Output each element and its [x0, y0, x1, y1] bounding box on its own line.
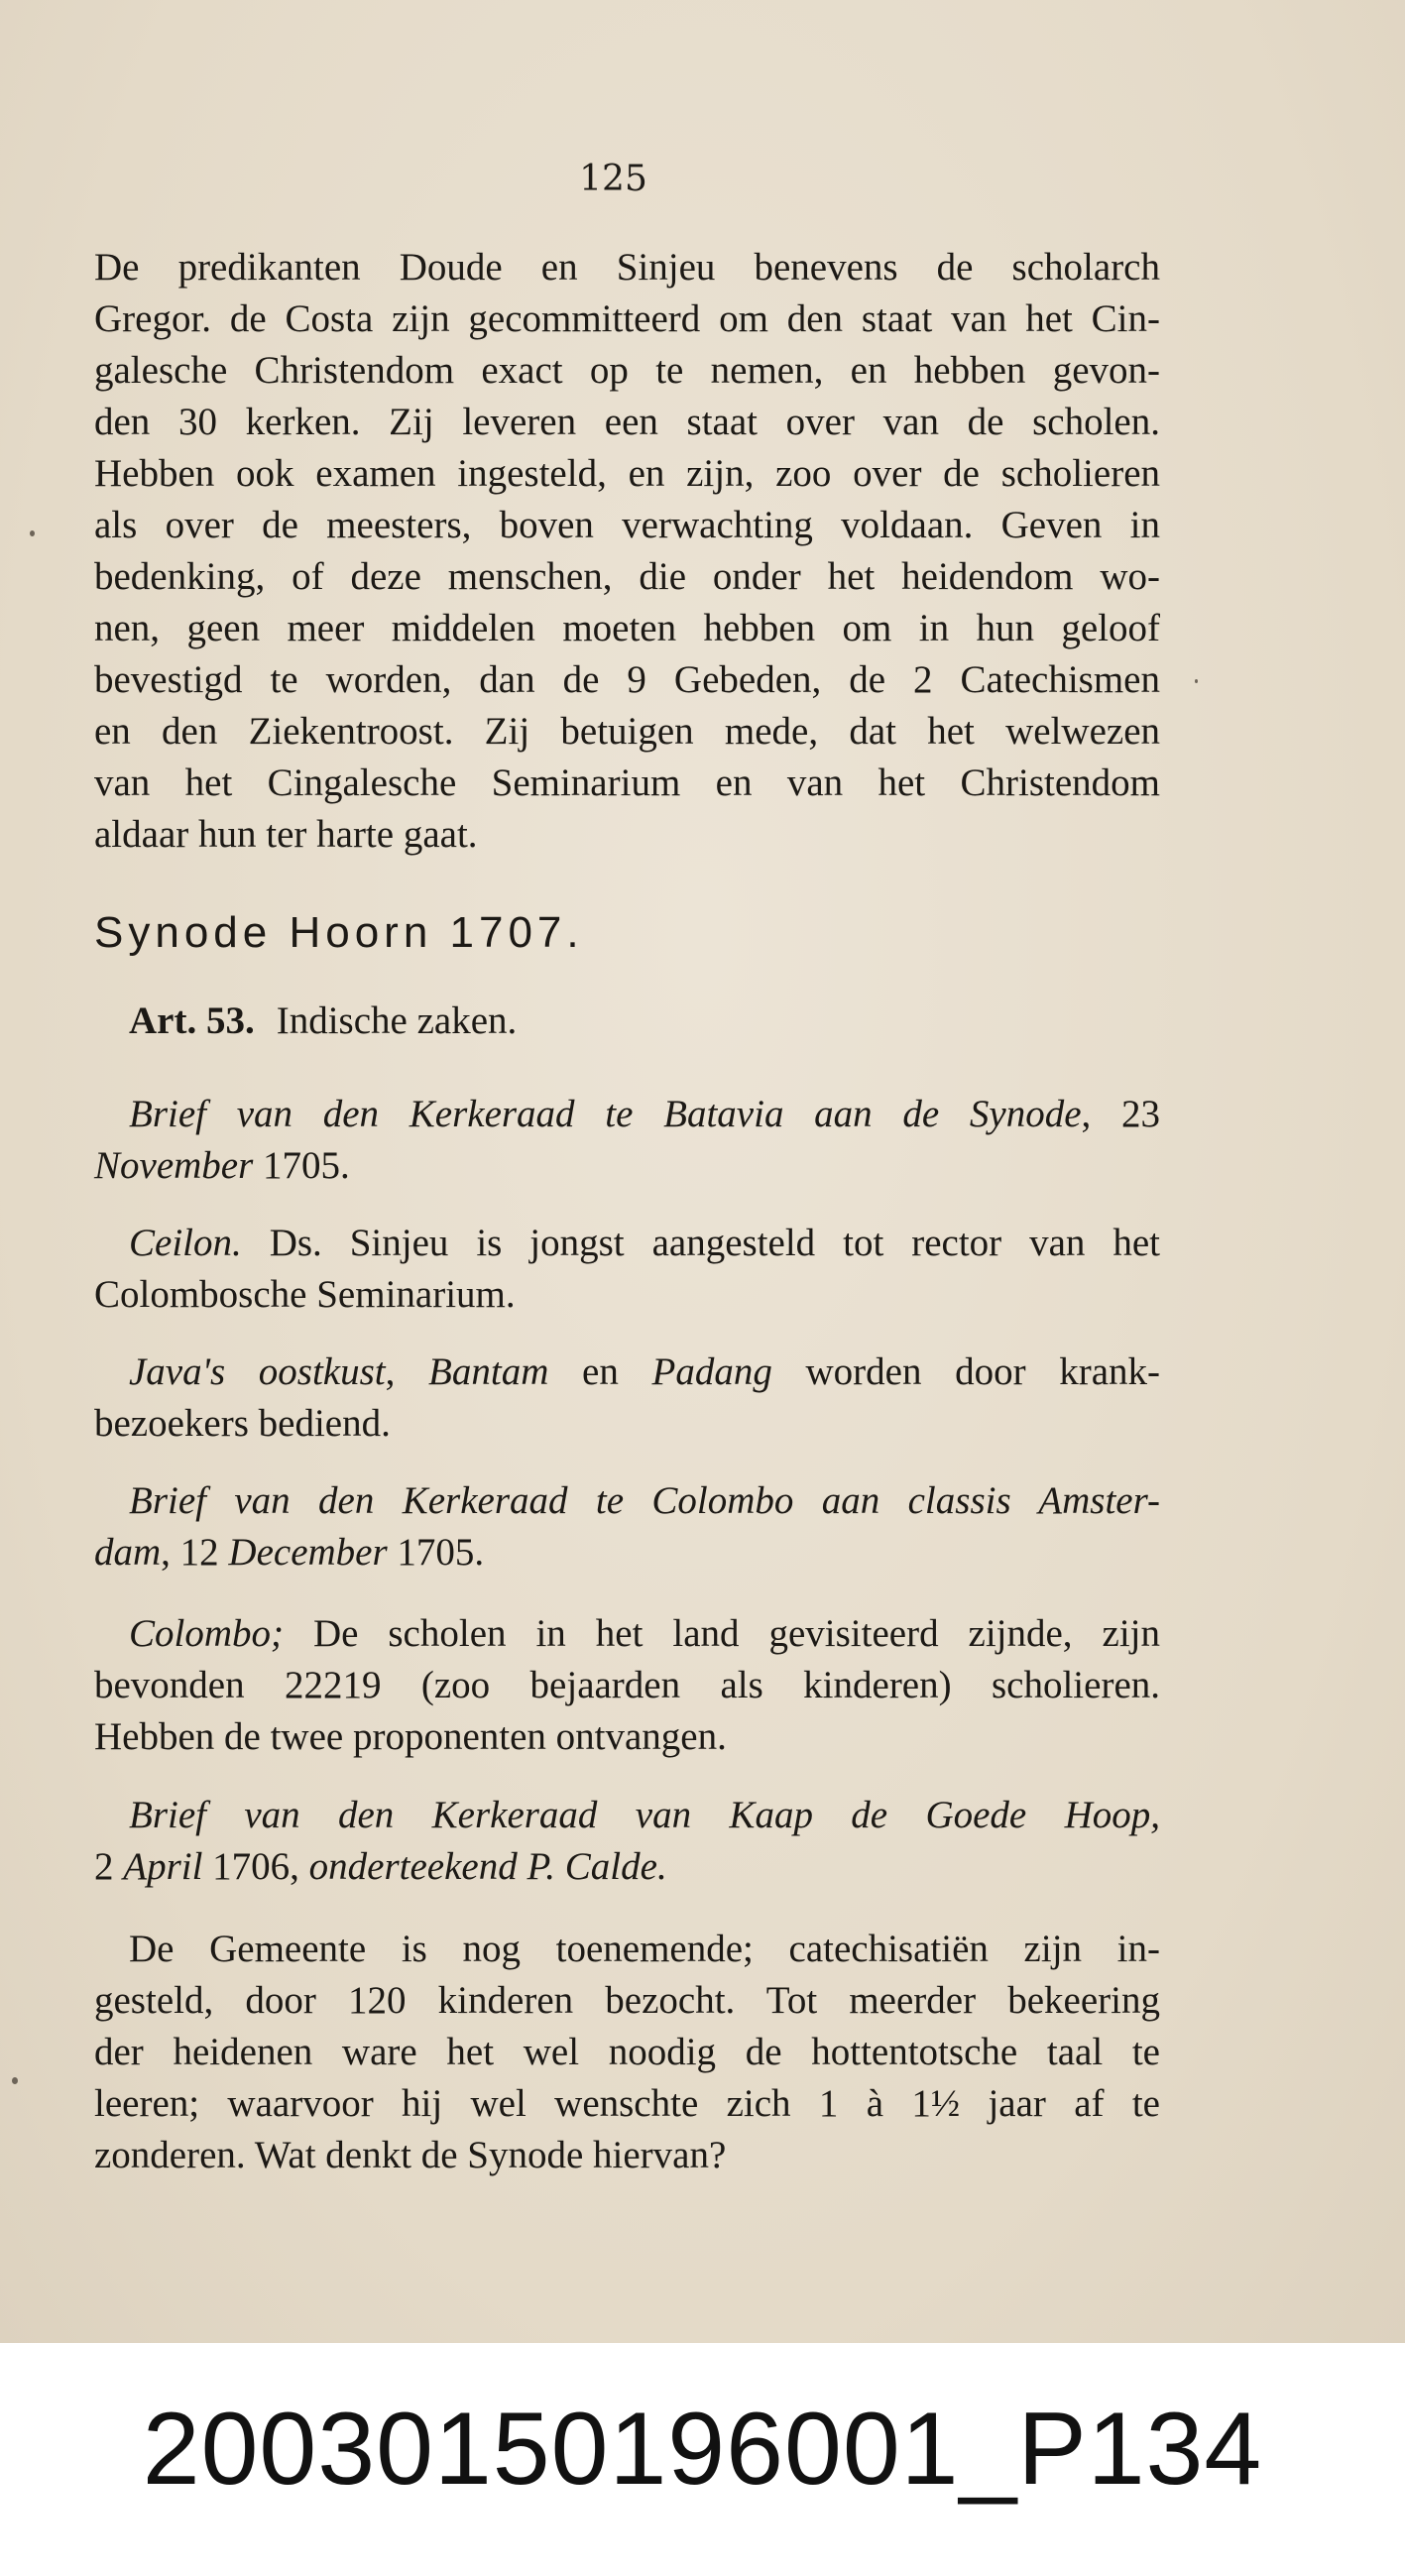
text-line: als over de meesters, boven verwachting voldaan. Geven in: [94, 504, 1160, 546]
text-line: der heidenen ware het wel noodig de hottentotsche taal te: [94, 2031, 1160, 2073]
text-fragment: en: [548, 1350, 652, 1393]
paragraph-lines: [94, 1089, 1160, 1192]
article-label: Art. 53.: [129, 999, 255, 1042]
letter-title: Brief van den Kerkeraad te Batavia aan de Synode: [129, 1093, 1082, 1135]
text-fragment: De scholen in het land gevisiteerd zijnde, zijn: [284, 1612, 1160, 1655]
text-line: [94, 1089, 1160, 1140]
text-line: bedenking, of deze menschen, die onder het heidendom wo-: [94, 555, 1160, 598]
text-line: leeren; waarvoor hij wel wenschte zich 1 à 1½ jaar af te: [94, 2082, 1160, 2125]
letter-batavia: [94, 1089, 1160, 1192]
text-fragment: , 12: [161, 1531, 229, 1574]
letter-colombo: [94, 1475, 1160, 1579]
text-line: Hebben de twee proponenten ontvangen.: [94, 1715, 727, 1758]
text-line: De Gemeente is nog toenemende; catechisatiën zijn in-: [129, 1928, 1160, 1970]
text-line: [94, 1608, 1160, 1660]
text-fragment: worden door krank-: [771, 1350, 1161, 1393]
text-line: bevonden 22219 (zoo bejaarden als kinderen) scholieren.: [94, 1664, 1160, 1706]
paragraph-lines: [94, 1924, 1160, 2181]
document-id: 20030150196001_P134: [142, 2392, 1263, 2507]
text-line: Hebben ook examen ingesteld, en zijn, zoo over de scholieren: [94, 452, 1160, 495]
place-label: Colombo;: [129, 1612, 284, 1655]
text-line: Gregor. de Costa zijn gecommitteerd om den staat van het Cin-: [94, 297, 1160, 340]
text-fragment: 2: [94, 1845, 124, 1888]
text-fragment: Ds. Sinjeu is jongst aangesteld tot rector van het: [241, 1222, 1160, 1264]
text-line: en den Ziekentroost. Zij betuigen mede, dat het welwezen: [94, 710, 1160, 753]
paragraph-lines: [94, 1347, 1160, 1450]
paper-speck: [30, 530, 35, 536]
letter-month: November: [94, 1144, 254, 1187]
text-line: nen, geen meer middelen moeten hebben om in hun geloof: [94, 607, 1160, 649]
paragraph-predikanten: [94, 242, 1160, 861]
paragraph-lines: [94, 1608, 1160, 1763]
paragraph-lines: [94, 1790, 1160, 1893]
text-line: De predikanten Doude en Sinjeu benevens de scholarch: [94, 246, 1160, 289]
paragraph-lines: [94, 1475, 1160, 1579]
text-line: [94, 1347, 1160, 1398]
text-line: bezoekers bediend.: [94, 1402, 391, 1445]
letter-year: 1705.: [253, 1144, 350, 1187]
text-line: den 30 kerken. Zij leveren een staat over van de scholen.: [94, 401, 1160, 443]
text-line: van het Cingalesche Seminarium en van het Christendom: [94, 761, 1160, 804]
page-number: 125: [579, 159, 647, 199]
text-line: Colombosche Seminarium.: [94, 1273, 516, 1316]
text-line: galesche Christendom exact op te nemen, en hebben gevon-: [94, 349, 1160, 392]
footer-bar: [0, 2343, 1405, 2576]
text-fragment: ,: [385, 1350, 429, 1393]
paragraph-colombo: [94, 1608, 1160, 1763]
article-heading: [129, 998, 517, 1043]
place-label: Ceilon.: [129, 1222, 242, 1264]
text-line: [94, 1841, 1160, 1893]
paper-speck: [1195, 679, 1198, 683]
letter-title: Brief van den Kerkeraad van Kaap de Goede Hoop,: [129, 1794, 1160, 1836]
paragraph-java: [94, 1347, 1160, 1450]
text-line: bevestigd te worden, dan de 9 Gebeden, de 2 Catechismen: [94, 658, 1160, 701]
letter-date-part: , 23: [1081, 1093, 1160, 1135]
paper-speck: [12, 2077, 18, 2084]
article-title: Indische zaken.: [276, 999, 518, 1042]
signatory: onderteekend P. Calde.: [308, 1845, 667, 1888]
section-heading: Synode Hoorn 1707.: [94, 908, 584, 957]
letter-title: Brief van den Kerkeraad te Colombo aan classis Amster-: [129, 1479, 1160, 1522]
letter-month: December: [228, 1531, 388, 1574]
text-fragment: 1706,: [202, 1845, 309, 1888]
text-line: [94, 1218, 1160, 1269]
paragraph-lines: [94, 1218, 1160, 1321]
letter-kaap: [94, 1790, 1160, 1893]
letter-year: 1705.: [387, 1531, 485, 1574]
text-line: [94, 1140, 1160, 1192]
place-label: Bantam: [428, 1350, 549, 1393]
paragraph-lines: [94, 242, 1160, 861]
text-fragment: dam: [94, 1531, 162, 1574]
text-line: aldaar hun ter harte gaat.: [94, 813, 478, 856]
letter-month: April: [123, 1845, 203, 1888]
paragraph-gemeente: [94, 1924, 1160, 2181]
text-line: zonderen. Wat denkt de Synode hiervan?: [94, 2134, 727, 2176]
text-line: [94, 1527, 1160, 1579]
place-label: Padang: [651, 1350, 772, 1393]
text-line: gesteld, door 120 kinderen bezocht. Tot meerder bekeering: [94, 1979, 1160, 2022]
paragraph-ceilon: [94, 1218, 1160, 1321]
place-label: Java's oostkust: [129, 1350, 386, 1393]
